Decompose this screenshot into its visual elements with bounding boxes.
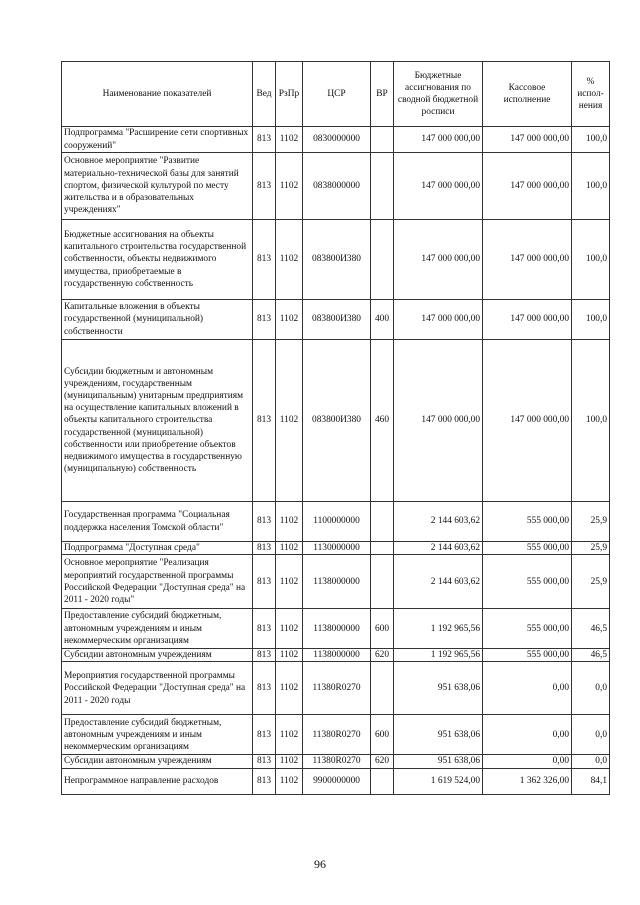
cell-name: Субсидии бюджетным и автономным учреждениям, государственным (муниципальным) унитарным предприятиям на осуществление капитальных вложений в объекты капитального строительства государственной (муниципальной) собственности или приобретение объектов недвижимого имущества в государственную (муниципальную) собственность bbox=[62, 340, 253, 502]
cell-name: Предоставление субсидий бюджетным, автономным учреждениям и иным некоммерческим организациям bbox=[62, 609, 253, 649]
cell-csr: 1138000000 bbox=[303, 649, 371, 662]
cell-rzpr: 1102 bbox=[276, 153, 303, 220]
cell-budget: 147 000 000,00 bbox=[394, 300, 483, 340]
cell-name: Государственная программа "Социальная поддержка населения Томской области" bbox=[62, 502, 253, 542]
cell-budget: 2 144 603,62 bbox=[394, 555, 483, 609]
table-row bbox=[62, 609, 610, 649]
cell-csr: 1100000000 bbox=[303, 502, 371, 542]
cell-ved: 813 bbox=[253, 555, 276, 609]
cell-budget: 147 000 000,00 bbox=[394, 127, 483, 153]
cell-pct: 46,5 bbox=[572, 649, 610, 662]
cell-pct: 0,0 bbox=[572, 715, 610, 755]
cell-csr: 11380R0270 bbox=[303, 755, 371, 768]
cell-rzpr: 1102 bbox=[276, 502, 303, 542]
header-row bbox=[62, 62, 610, 127]
cell-csr: 083800И380 bbox=[303, 220, 371, 300]
cell-budget: 2 144 603,62 bbox=[394, 542, 483, 555]
cell-vr: 620 bbox=[371, 755, 394, 768]
cell-name: Предоставление субсидий бюджетным, автономным учреждениям и иным некоммерческим организациям bbox=[62, 715, 253, 755]
cell-rzpr: 1102 bbox=[276, 340, 303, 502]
cell-csr: 1138000000 bbox=[303, 555, 371, 609]
cell-budget: 1 192 965,56 bbox=[394, 609, 483, 649]
col-vr-header: ВР bbox=[371, 62, 394, 127]
table-row bbox=[62, 755, 610, 768]
cell-cash: 0,00 bbox=[483, 662, 572, 715]
cell-pct: 0,0 bbox=[572, 662, 610, 715]
cell-csr: 11380R0270 bbox=[303, 715, 371, 755]
cell-pct: 25,9 bbox=[572, 502, 610, 542]
cell-budget: 1 619 524,00 bbox=[394, 768, 483, 794]
cell-name: Подпрограмма "Доступная среда" bbox=[62, 542, 253, 555]
cell-csr: 1130000000 bbox=[303, 542, 371, 555]
cell-pct: 0,0 bbox=[572, 755, 610, 768]
cell-vr bbox=[371, 220, 394, 300]
cell-pct: 25,9 bbox=[572, 542, 610, 555]
table-body bbox=[62, 127, 610, 795]
cell-csr: 0838000000 bbox=[303, 153, 371, 220]
table-row bbox=[62, 768, 610, 794]
cell-vr bbox=[371, 662, 394, 715]
cell-rzpr: 1102 bbox=[276, 127, 303, 153]
table-row bbox=[62, 662, 610, 715]
cell-budget: 147 000 000,00 bbox=[394, 340, 483, 502]
cell-ved: 813 bbox=[253, 755, 276, 768]
cell-name: Субсидии автономным учреждениям bbox=[62, 755, 253, 768]
cell-pct: 46,5 bbox=[572, 609, 610, 649]
cell-vr bbox=[371, 542, 394, 555]
budget-table bbox=[61, 61, 610, 795]
cell-name: Основное мероприятие "Развитие материально-технической базы для занятий спортом, физической культурой по месту жительства и в образовательных учреждениях" bbox=[62, 153, 253, 220]
table-row bbox=[62, 555, 610, 609]
cell-ved: 813 bbox=[253, 153, 276, 220]
cell-name: Бюджетные ассигнования на объекты капитального строительства государственной собственности, объекты недвижимого имущества, приобретаемые в государственную собственность bbox=[62, 220, 253, 300]
cell-cash: 147 000 000,00 bbox=[483, 220, 572, 300]
cell-budget: 1 192 965,56 bbox=[394, 649, 483, 662]
cell-pct: 100,0 bbox=[572, 127, 610, 153]
cell-pct: 84,1 bbox=[572, 768, 610, 794]
cell-rzpr: 1102 bbox=[276, 542, 303, 555]
cell-cash: 1 362 326,00 bbox=[483, 768, 572, 794]
cell-csr: 083800И380 bbox=[303, 300, 371, 340]
cell-cash: 0,00 bbox=[483, 715, 572, 755]
cell-vr bbox=[371, 768, 394, 794]
col-cash-header: Кассовое исполнение bbox=[483, 62, 572, 127]
table-row bbox=[62, 340, 610, 502]
cell-ved: 813 bbox=[253, 662, 276, 715]
cell-ved: 813 bbox=[253, 649, 276, 662]
cell-cash: 555 000,00 bbox=[483, 649, 572, 662]
cell-vr: 400 bbox=[371, 300, 394, 340]
cell-ved: 813 bbox=[253, 127, 276, 153]
cell-rzpr: 1102 bbox=[276, 715, 303, 755]
cell-rzpr: 1102 bbox=[276, 555, 303, 609]
page-number: 96 bbox=[314, 857, 326, 871]
table-row bbox=[62, 542, 610, 555]
col-pct-header: % испол-нения bbox=[572, 62, 610, 127]
cell-vr: 460 bbox=[371, 340, 394, 502]
cell-name: Капитальные вложения в объекты государственной (муниципальной) собственности bbox=[62, 300, 253, 340]
cell-rzpr: 1102 bbox=[276, 220, 303, 300]
cell-vr bbox=[371, 502, 394, 542]
cell-rzpr: 1102 bbox=[276, 300, 303, 340]
cell-cash: 555 000,00 bbox=[483, 609, 572, 649]
cell-pct: 100,0 bbox=[572, 300, 610, 340]
cell-pct: 100,0 bbox=[572, 340, 610, 502]
table-row bbox=[62, 715, 610, 755]
cell-pct: 100,0 bbox=[572, 153, 610, 220]
cell-budget: 147 000 000,00 bbox=[394, 220, 483, 300]
cell-vr: 600 bbox=[371, 609, 394, 649]
cell-vr bbox=[371, 555, 394, 609]
cell-vr: 600 bbox=[371, 715, 394, 755]
cell-cash: 0,00 bbox=[483, 755, 572, 768]
cell-name: Субсидии автономным учреждениям bbox=[62, 649, 253, 662]
table-row bbox=[62, 220, 610, 300]
cell-ved: 813 bbox=[253, 502, 276, 542]
cell-rzpr: 1102 bbox=[276, 768, 303, 794]
cell-ved: 813 bbox=[253, 340, 276, 502]
cell-cash: 555 000,00 bbox=[483, 555, 572, 609]
cell-budget: 951 638,06 bbox=[394, 662, 483, 715]
cell-csr: 0830000000 bbox=[303, 127, 371, 153]
table-row bbox=[62, 649, 610, 662]
cell-name: Непрограммное направление расходов bbox=[62, 768, 253, 794]
col-rzpr-header: РзПр bbox=[276, 62, 303, 127]
table-row bbox=[62, 502, 610, 542]
cell-vr bbox=[371, 127, 394, 153]
cell-cash: 147 000 000,00 bbox=[483, 153, 572, 220]
cell-rzpr: 1102 bbox=[276, 662, 303, 715]
cell-pct: 100,0 bbox=[572, 220, 610, 300]
cell-vr: 620 bbox=[371, 649, 394, 662]
cell-ved: 813 bbox=[253, 220, 276, 300]
cell-ved: 813 bbox=[253, 300, 276, 340]
cell-ved: 813 bbox=[253, 715, 276, 755]
cell-ved: 813 bbox=[253, 768, 276, 794]
cell-csr: 9900000000 bbox=[303, 768, 371, 794]
cell-csr: 083800И380 bbox=[303, 340, 371, 502]
cell-ved: 813 bbox=[253, 609, 276, 649]
table-row bbox=[62, 300, 610, 340]
col-csr-header: ЦСР bbox=[303, 62, 371, 127]
cell-rzpr: 1102 bbox=[276, 609, 303, 649]
col-budget-header: Бюджетные ассигнования по сводной бюджетной росписи bbox=[394, 62, 483, 127]
cell-ved: 813 bbox=[253, 542, 276, 555]
col-ved-header: Вед bbox=[253, 62, 276, 127]
cell-budget: 951 638,06 bbox=[394, 755, 483, 768]
cell-cash: 555 000,00 bbox=[483, 542, 572, 555]
cell-name: Подпрограмма "Расширение сети спортивных сооружений" bbox=[62, 127, 253, 153]
cell-cash: 147 000 000,00 bbox=[483, 340, 572, 502]
cell-budget: 147 000 000,00 bbox=[394, 153, 483, 220]
cell-cash: 555 000,00 bbox=[483, 502, 572, 542]
table-row bbox=[62, 127, 610, 153]
cell-csr: 1138000000 bbox=[303, 609, 371, 649]
cell-budget: 951 638,06 bbox=[394, 715, 483, 755]
cell-budget: 2 144 603,62 bbox=[394, 502, 483, 542]
cell-vr bbox=[371, 153, 394, 220]
cell-rzpr: 1102 bbox=[276, 649, 303, 662]
cell-cash: 147 000 000,00 bbox=[483, 127, 572, 153]
cell-name: Мероприятия государственной программы Российской Федерации "Доступная среда" на 2011 - 2020 годы bbox=[62, 662, 253, 715]
cell-name: Основное мероприятие "Реализация мероприятий государственной программы Российской Федерации "Доступная среда" на 2011 - 2020 годы" bbox=[62, 555, 253, 609]
cell-cash: 147 000 000,00 bbox=[483, 300, 572, 340]
col-name-header: Наименование показателей bbox=[62, 62, 253, 127]
cell-rzpr: 1102 bbox=[276, 755, 303, 768]
cell-pct: 25,9 bbox=[572, 555, 610, 609]
cell-csr: 11380R0270 bbox=[303, 662, 371, 715]
table-row bbox=[62, 153, 610, 220]
